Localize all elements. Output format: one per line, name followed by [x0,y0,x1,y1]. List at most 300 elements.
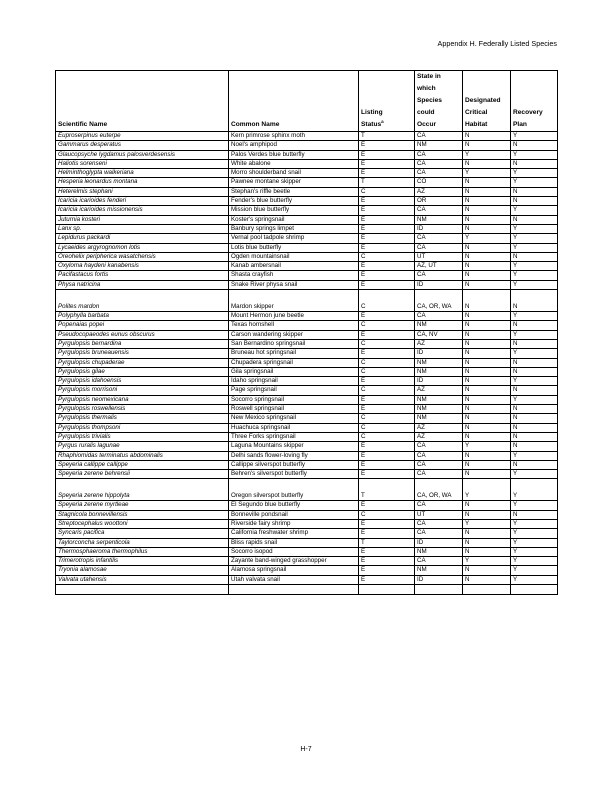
state-cell: CA [415,169,463,178]
recovery-plan-cell: N [511,215,558,224]
state-cell: NM [415,367,463,376]
common-name-cell: Koster's springsnail [229,215,359,224]
listing-status-cell: E [359,470,415,479]
common-name-cell: Oregon silverspot butterfly [229,479,359,501]
empty-cell [229,585,359,595]
common-name-cell: Carson wandering skipper [229,330,359,339]
critical-habitat-cell: Y [463,442,511,451]
table-row [56,349,558,358]
table-body [56,132,558,595]
state-cell: CA, OR, WA [415,479,463,501]
recovery-plan-cell: N [511,252,558,261]
scientific-name-cell: Pyrgus ruralis lagunae [56,442,229,451]
state-cell: ID [415,224,463,233]
common-name-cell: Huachuca springsnail [229,423,359,432]
common-name-cell: Roswell springsnail [229,405,359,414]
scientific-name-cell: Speyeria zerene behrensii [56,470,229,479]
critical-habitat-cell: N [463,321,511,330]
critical-habitat-cell: N [463,566,511,575]
empty-cell [359,585,415,595]
recovery-plan-cell: N [511,386,558,395]
scientific-name-cell: Polites mardon [56,290,229,312]
table-row [56,432,558,441]
scientific-name-cell: Pyrgulopsis morrisoni [56,386,229,395]
common-name-cell: Socorro springsnail [229,395,359,404]
table-row [56,557,558,566]
recovery-plan-cell: N [511,460,558,469]
critical-habitat-cell: N [463,395,511,404]
state-cell: CA [415,470,463,479]
listing-status-cell: E [359,460,415,469]
common-name-cell: White abalone [229,159,359,168]
state-cell: NM [415,215,463,224]
state-cell: CO [415,178,463,187]
empty-table-row [56,585,558,595]
listing-status-cell: C [359,358,415,367]
table-row [56,290,558,312]
table-row [56,234,558,243]
listing-status-cell: E [359,349,415,358]
table-row [56,197,558,206]
critical-habitat-cell: N [463,132,511,141]
state-cell: ID [415,349,463,358]
critical-habitat-cell: N [463,312,511,321]
table-row [56,442,558,451]
table-row [56,405,558,414]
federally-listed-species-table [55,70,558,595]
critical-habitat-cell: Y [463,557,511,566]
table-row [56,312,558,321]
scientific-name-cell: Streptocephalus woottoni [56,519,229,528]
state-cell: UT [415,510,463,519]
state-cell: NM [415,395,463,404]
critical-habitat-cell: N [463,451,511,460]
scientific-name-cell: Pyrgulopsis bruneauensis [56,349,229,358]
table-row [56,538,558,547]
state-cell: AZ, UT [415,262,463,271]
recovery-plan-cell: N [511,159,558,168]
recovery-plan-cell: Y [511,262,558,271]
col-header-scientific-name: Scientific Name [56,71,229,132]
recovery-plan-cell: N [511,358,558,367]
critical-habitat-cell: Y [463,234,511,243]
common-name-cell: Mission blue butterfly [229,206,359,215]
empty-cell [463,585,511,595]
state-cell: ID [415,280,463,289]
state-cell: CA [415,312,463,321]
empty-cell [415,585,463,595]
table-header [56,71,558,132]
listing-status-cell: E [359,206,415,215]
scientific-name-cell: Icaricia icarioides missionensis [56,206,229,215]
table-row [56,159,558,168]
table-row [56,367,558,376]
listing-status-cell: E [359,529,415,538]
table-row [56,280,558,289]
col-header-critical-habitat: Designated Critical Habitat [463,71,511,132]
scientific-name-cell: Pseudocopaeodes eunus obscurus [56,330,229,339]
recovery-plan-cell: Y [511,349,558,358]
critical-habitat-cell: N [463,215,511,224]
common-name-cell: Mount Hermon june beetle [229,312,359,321]
recovery-plan-cell: N [511,367,558,376]
table-row [56,395,558,404]
state-cell: CA [415,451,463,460]
common-name-cell: Fender's blue butterfly [229,197,359,206]
col-header-recovery-plan: Recovery Plan [511,71,558,132]
table-row [56,510,558,519]
critical-habitat-cell: Y [463,519,511,528]
recovery-plan-cell: Y [511,519,558,528]
table-row [56,243,558,252]
common-name-cell: El Segundo blue butterfly [229,501,359,510]
state-cell: CA [415,529,463,538]
critical-habitat-cell: N [463,339,511,348]
critical-habitat-cell: Y [463,169,511,178]
table-row [56,339,558,348]
table-row [56,178,558,187]
table-row [56,169,558,178]
recovery-plan-cell: Y [511,169,558,178]
table-row [56,252,558,261]
table-row [56,575,558,584]
table-row [56,501,558,510]
scientific-name-cell: Pyrgulopsis chupaderae [56,358,229,367]
critical-habitat-cell: N [463,206,511,215]
table-row [56,141,558,150]
critical-habitat-cell: N [463,290,511,312]
listing-status-cell: E [359,395,415,404]
recovery-plan-cell: Y [511,132,558,141]
listing-status-cell: E [359,312,415,321]
col-header-state: State in which Species could Occur [415,71,463,132]
critical-habitat-cell: N [463,423,511,432]
critical-habitat-cell: N [463,224,511,233]
recovery-plan-cell: Y [511,377,558,386]
common-name-cell: Page springsnail [229,386,359,395]
recovery-plan-cell: N [511,321,558,330]
scientific-name-cell: Physa natricina [56,280,229,289]
critical-habitat-cell: N [463,141,511,150]
state-cell: CA [415,206,463,215]
scientific-name-cell: Oxyloma haydeni kanabensis [56,262,229,271]
scientific-name-cell: Euproserpinus euterpe [56,132,229,141]
critical-habitat-cell: N [463,538,511,547]
critical-habitat-cell: N [463,460,511,469]
common-name-cell: Bonneville pondsnail [229,510,359,519]
critical-habitat-cell: N [463,547,511,556]
recovery-plan-cell: Y [511,224,558,233]
state-cell: CA [415,159,463,168]
listing-status-cell: T [359,538,415,547]
state-cell: AZ [415,423,463,432]
scientific-name-cell: Pyrgulopsis neomexicana [56,395,229,404]
empty-cell [511,585,558,595]
listing-status-cell: E [359,215,415,224]
common-name-cell: Zayante band-winged grasshopper [229,557,359,566]
listing-status-cell: E [359,547,415,556]
table-row [56,132,558,141]
state-cell: ID [415,575,463,584]
common-name-cell: Utah valvata snail [229,575,359,584]
listing-status-cell: E [359,141,415,150]
empty-cell [56,585,229,595]
listing-status-cell: T [359,132,415,141]
critical-habitat-cell: N [463,405,511,414]
common-name-cell: Morro shoulderband snail [229,169,359,178]
common-name-cell: Idaho springsnail [229,377,359,386]
listing-status-cell: T [359,479,415,501]
listing-status-cell: E [359,575,415,584]
scientific-name-cell: Tryonia alamosae [56,566,229,575]
scientific-name-cell: Taylorconcha serpenticola [56,538,229,547]
table-row [56,529,558,538]
common-name-cell: Laguna Mountains skipper [229,442,359,451]
critical-habitat-cell: N [463,377,511,386]
table-row [56,451,558,460]
scientific-name-cell: Rhaphiomidas terminatus abdominalis [56,451,229,460]
recovery-plan-cell: Y [511,280,558,289]
common-name-cell: Kern primrose sphinx moth [229,132,359,141]
common-name-cell: Palos Verdes blue butterfly [229,150,359,159]
scientific-name-cell: Pacifastacus fortis [56,271,229,280]
table-row [56,470,558,479]
critical-habitat-cell: Y [463,150,511,159]
critical-habitat-cell: N [463,414,511,423]
recovery-plan-cell: N [511,414,558,423]
common-name-cell: Bliss rapids snail [229,538,359,547]
recovery-plan-cell: Y [511,479,558,501]
recovery-plan-cell: Y [511,150,558,159]
recovery-plan-cell: Y [511,566,558,575]
listing-status-cell: E [359,330,415,339]
listing-status-cell: E [359,234,415,243]
state-cell: CA [415,234,463,243]
state-cell: CA, OR, WA [415,290,463,312]
recovery-plan-cell: Y [511,312,558,321]
table-row [56,460,558,469]
state-cell: CA [415,132,463,141]
critical-habitat-cell: N [463,432,511,441]
critical-habitat-cell: N [463,575,511,584]
recovery-plan-cell: Y [511,395,558,404]
table-row [56,377,558,386]
scientific-name-cell: Pyrgulopsis roswellensis [56,405,229,414]
state-cell: CA [415,557,463,566]
table-row [56,547,558,556]
scientific-name-cell: Polyphylla barbata [56,312,229,321]
critical-habitat-cell: N [463,262,511,271]
scientific-name-cell: Pyrgulopsis bernardina [56,339,229,348]
critical-habitat-cell: N [463,367,511,376]
listing-status-cell: C [359,321,415,330]
recovery-plan-cell: N [511,187,558,196]
critical-habitat-cell: N [463,510,511,519]
recovery-plan-cell: Y [511,529,558,538]
listing-status-cell: C [359,432,415,441]
critical-habitat-cell: N [463,501,511,510]
table-row [56,271,558,280]
recovery-plan-cell: Y [511,206,558,215]
recovery-plan-cell: Y [511,330,558,339]
state-cell: NM [415,566,463,575]
table-row [56,423,558,432]
common-name-cell: Bruneau hot springsnail [229,349,359,358]
table-row [56,566,558,575]
table-row [56,224,558,233]
scientific-name-cell: Pyrgulopsis idahoensis [56,377,229,386]
recovery-plan-cell: Y [511,575,558,584]
state-cell: CA [415,442,463,451]
common-name-cell: Gila springsnail [229,367,359,376]
scientific-name-cell: Lepidurus packardi [56,234,229,243]
common-name-cell: Noel's amphipod [229,141,359,150]
critical-habitat-cell: N [463,197,511,206]
state-cell: CA [415,150,463,159]
common-name-cell: Three Forks springsnail [229,432,359,441]
common-name-cell: Callippe silverspot butterfly [229,460,359,469]
common-name-cell: California freshwater shrimp [229,529,359,538]
listing-status-cell: E [359,271,415,280]
critical-habitat-cell: N [463,330,511,339]
recovery-plan-cell: Y [511,547,558,556]
recovery-plan-cell: N [511,405,558,414]
state-cell: ID [415,538,463,547]
common-name-cell: Snake River physa snail [229,280,359,289]
recovery-plan-cell: N [511,290,558,312]
scientific-name-cell: Oreohelix peripherica wasatchensis [56,252,229,261]
state-cell: CA [415,519,463,528]
critical-habitat-cell: N [463,252,511,261]
col-header-common-name: Common Name [229,71,359,132]
scientific-name-cell: Stagnicola bonnevillensis [56,510,229,519]
table-row [56,150,558,159]
table-row [56,519,558,528]
listing-status-cell: C [359,339,415,348]
recovery-plan-cell: N [511,339,558,348]
common-name-cell: Pawnee montane skipper [229,178,359,187]
page-number: H-7 [300,746,312,753]
listing-status-cell: C [359,367,415,376]
listing-status-cell: E [359,197,415,206]
common-name-cell: New Mexico springsnail [229,414,359,423]
state-cell: NM [415,321,463,330]
listing-status-cell: E [359,442,415,451]
scientific-name-cell: Speyeria callippe callippe [56,460,229,469]
recovery-plan-cell: N [511,432,558,441]
scientific-name-cell: Hesperia leonardus montana [56,178,229,187]
listing-status-cell: E [359,405,415,414]
common-name-cell: Socorro isopod [229,547,359,556]
critical-habitat-cell: N [463,529,511,538]
recovery-plan-cell: Y [511,178,558,187]
scientific-name-cell: Valvata utahensis [56,575,229,584]
scientific-name-cell: Lanx sp. [56,224,229,233]
state-cell: CA [415,501,463,510]
recovery-plan-cell: N [511,442,558,451]
state-cell: NM [415,414,463,423]
scientific-name-cell: Thermosphaeroma thermophilus [56,547,229,556]
scientific-name-cell: Juturnia kosteri [56,215,229,224]
state-cell: CA, NV [415,330,463,339]
common-name-cell: Riverside fairy shrimp [229,519,359,528]
scientific-name-cell: Speyeria zerene myrtleae [56,501,229,510]
scientific-name-cell: Pyrgulopsis thompsoni [56,423,229,432]
recovery-plan-cell: N [511,197,558,206]
common-name-cell: Banbury springs limpet [229,224,359,233]
table-row [56,479,558,501]
state-cell: NM [415,405,463,414]
common-name-cell: Alamosa springsnail [229,566,359,575]
state-cell: AZ [415,339,463,348]
recovery-plan-cell: N [511,141,558,150]
listing-status-cell: E [359,262,415,271]
common-name-cell: San Bernardino springsnail [229,339,359,348]
common-name-cell: Ogden mountainsnail [229,252,359,261]
listing-status-cell: C [359,187,415,196]
state-cell: NM [415,358,463,367]
listing-status-cell: E [359,501,415,510]
state-cell: ID [415,377,463,386]
table-row [56,321,558,330]
critical-habitat-cell: N [463,358,511,367]
critical-habitat-cell: N [463,187,511,196]
critical-habitat-cell: N [463,271,511,280]
table-row [56,206,558,215]
recovery-plan-cell: Y [511,470,558,479]
listing-status-cell: E [359,224,415,233]
state-cell: AZ [415,432,463,441]
state-cell: OR [415,197,463,206]
listing-status-cell: E [359,377,415,386]
state-cell: NM [415,141,463,150]
recovery-plan-cell: N [511,423,558,432]
critical-habitat-cell: N [463,349,511,358]
recovery-plan-cell: Y [511,538,558,547]
common-name-cell: Texas hornshell [229,321,359,330]
listing-status-cell: E [359,159,415,168]
scientific-name-cell: Glaucopsyche lygdamus palosverdesensis [56,150,229,159]
common-name-cell: Mardon skipper [229,290,359,312]
recovery-plan-cell: Y [511,243,558,252]
common-name-cell: Chupadera springsnail [229,358,359,367]
state-cell: CA [415,271,463,280]
page-header-title: Appendix H. Federally Listed Species [437,39,557,48]
table-row [56,215,558,224]
scientific-name-cell: Gammarus desperatus [56,141,229,150]
state-cell: AZ [415,187,463,196]
state-cell: CA [415,243,463,252]
scientific-name-cell: Popenaias popei [56,321,229,330]
listing-status-cell: C [359,510,415,519]
critical-habitat-cell: Y [463,479,511,501]
table-row [56,414,558,423]
critical-habitat-cell: N [463,280,511,289]
listing-status-cell: C [359,252,415,261]
common-name-cell: Vernal pool tadpole shrimp [229,234,359,243]
listing-status-cell: C [359,414,415,423]
common-name-cell: Delhi sands flower-loving fly [229,451,359,460]
recovery-plan-cell: Y [511,451,558,460]
recovery-plan-cell: N [511,510,558,519]
col-header-listing-status: Listing Status$^a$ [359,71,415,132]
scientific-name-cell: Syncaris pacifica [56,529,229,538]
scientific-name-cell: Pyrgulopsis trivialis [56,432,229,441]
state-cell: UT [415,252,463,261]
listing-status-cell: E [359,566,415,575]
state-cell: NM [415,547,463,556]
listing-status-cell: E [359,150,415,159]
